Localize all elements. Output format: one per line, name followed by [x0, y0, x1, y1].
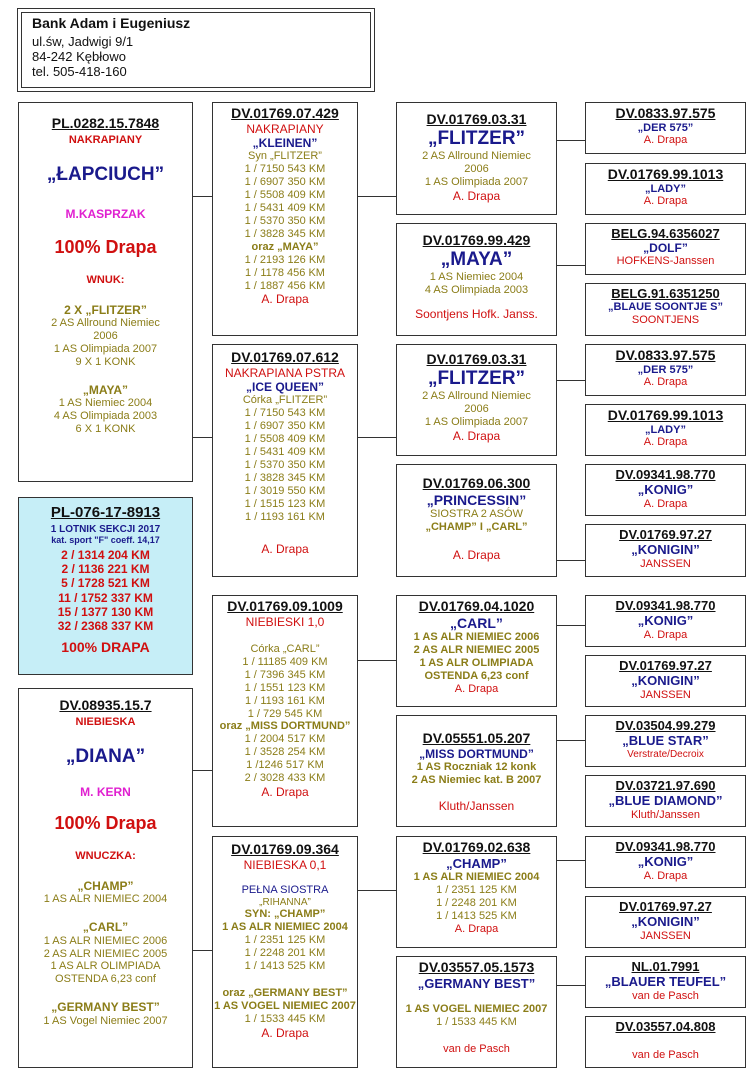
ggg-card-8 — [585, 524, 746, 577]
ggg-name: „KONIG” — [637, 613, 694, 629]
ggg-breeder: A. Drapa — [643, 869, 688, 882]
ggg-breeder: van de Pasch — [632, 989, 699, 1002]
sire-dam-result: 1 / 5370 350 KM — [244, 458, 326, 471]
connector-line — [193, 196, 212, 197]
sire-dam-daughter: Córka „FLITZER” — [242, 393, 328, 406]
ggg-card-2 — [585, 163, 746, 215]
sire-result: 1 / 5431 409 KM — [244, 201, 326, 214]
pigeon-color: NAKRAPIANY — [68, 133, 143, 146]
pigeon-name: „ŁAPCIUCH” — [46, 164, 165, 186]
ggg-breeder: HOFKENS-Janssen — [616, 255, 715, 268]
gg6-ring: DV.05551.05.207 — [422, 730, 531, 746]
dam-breeder: M. KERN — [80, 784, 131, 799]
sister-result: 15 / 1377 130 KM — [57, 604, 154, 619]
pigeon-line-3: 2006 — [93, 330, 118, 343]
ggg-ring: DV.03557.04.808 — [615, 1019, 716, 1034]
dam-dam-syn: SYN: „CHAMP” — [244, 908, 326, 921]
gg6-line-1: 1 AS Roczniak 12 konk — [416, 760, 537, 773]
connector-line — [557, 140, 585, 141]
dam-dam-color: NIEBIESKA 0,1 — [243, 857, 327, 872]
sire-result: 1 / 7150 543 KM — [244, 162, 326, 175]
connector-line — [193, 437, 212, 438]
dam-sire-result: 1 / 2004 517 KM — [244, 733, 326, 746]
ggg-card-10 — [585, 655, 746, 707]
gg2-line-1: 1 AS Niemiec 2004 — [429, 270, 524, 283]
pigeon-line-1: 2 X „FLITZER” — [64, 303, 147, 318]
ggg-breeder: JANSSEN — [640, 557, 691, 570]
dam-sire-ring: DV.01769.09.1009 — [227, 598, 343, 614]
pigeon-line-2: 2 AS Allround Niemiec — [51, 317, 160, 330]
ggg-ring: BELG.94.6356027 — [611, 226, 720, 241]
gg-card-8 — [396, 956, 557, 1068]
owner-box — [17, 8, 375, 92]
ggg-ring: DV.09341.98.770 — [615, 839, 716, 854]
ggg-breeder: A. Drapa — [643, 134, 688, 147]
gg8-breeder: van de Pasch — [443, 1042, 510, 1055]
sire-dam-result: 1 / 5508 409 KM — [244, 432, 326, 445]
ggg-name: „KONIG” — [637, 482, 694, 498]
dam-sire-result: 1 / 7396 345 KM — [244, 668, 326, 681]
gg4-line-1: SIOSTRA 2 ASÓW — [430, 508, 523, 521]
sire-ring: DV.01769.07.429 — [231, 105, 339, 121]
gg8-name: „GERMANY BEST” — [417, 975, 536, 991]
gg5-line-3: 1 AS ALR OLIMPIADA — [419, 656, 534, 669]
connector-line — [557, 560, 585, 561]
ggg-name: „BLAUE SOONTJE S” — [608, 301, 723, 314]
gg5-line-1: 1 AS ALR NIEMIEC 2006 — [413, 631, 540, 644]
dam-line-1: „CHAMP” — [77, 879, 134, 894]
dam-line-5: 2 AS ALR NIEMIEC 2005 — [43, 947, 168, 960]
sire-son-of: Syn „FLITZER” — [248, 149, 322, 162]
ggg-name: „KONIGIN” — [631, 673, 700, 689]
connector-line — [557, 985, 585, 986]
gg2-name: „MAYA” — [440, 248, 513, 270]
dam-sire-result: 1 / 1551 123 KM — [244, 681, 326, 694]
sister-result: 2 / 1136 221 KM — [61, 562, 150, 577]
connector-line — [358, 890, 396, 891]
ggg-name: „DOLF” — [643, 241, 688, 256]
owner-phone: tel. 505-418-160 — [32, 64, 127, 80]
dam-name: „DIANA” — [65, 746, 146, 768]
connector-line — [557, 860, 585, 861]
dam-dam-result: 1 / 1413 525 KM — [244, 960, 326, 973]
sire-dam-result: 1 / 5431 409 KM — [244, 445, 326, 458]
gg4-line-2: „CHAMP” I „CARL” — [425, 521, 528, 533]
dam-sire-result: 2 / 3028 433 KM — [244, 772, 326, 785]
sire-dam-result: 1 / 7150 543 KM — [244, 406, 326, 419]
gg2-breeder: Soontjens Hofk. Janss. — [415, 306, 538, 321]
sire-result: 1 / 6907 350 KM — [244, 175, 326, 188]
pigeon-line-9: 6 X 1 KONK — [75, 423, 136, 436]
ggg-ring: BELG.91.6351250 — [611, 286, 720, 301]
dam-line-2: 1 AS ALR NIEMIEC 2004 — [43, 893, 168, 906]
owner-name: Bank Adam i Eugeniusz — [32, 15, 191, 31]
gg4-ring: DV.01769.06.300 — [422, 475, 531, 491]
sister-card — [18, 497, 193, 675]
gg7-line-1: 1 AS ALR NIEMIEC 2004 — [413, 870, 540, 883]
ggg-ring: DV.01769.97.27 — [619, 658, 712, 673]
sire-result: 1 / 5370 350 KM — [244, 214, 326, 227]
gg8-line-2: 1 / 1533 445 KM — [436, 1015, 517, 1028]
gg2-line-2: 4 AS Olimpiada 2003 — [424, 283, 529, 296]
connector-line — [557, 740, 585, 741]
ggg-card-4 — [585, 283, 746, 336]
ggg-ring: DV.01769.97.27 — [619, 899, 712, 914]
ggg-ring: DV.01769.97.27 — [619, 527, 712, 542]
gg3-ring: DV.01769.03.31 — [426, 351, 527, 367]
dam-dam-sister-name: „RIHANNA” — [259, 896, 311, 908]
pigeon-line-6: „MAYA” — [82, 383, 129, 398]
gg1-name: „FLITZER” — [427, 127, 526, 149]
dam-sire-result: 1 /1246 517 KM — [246, 759, 324, 772]
ggg-ring: DV.03721.97.690 — [615, 778, 716, 793]
dam-line-3: „CARL” — [82, 920, 129, 935]
sire-card — [212, 102, 358, 336]
ggg-name: „DER 575” — [637, 363, 694, 376]
ggg-ring: DV.03504.99.279 — [615, 718, 716, 733]
connector-line — [557, 265, 585, 266]
gg4-breeder: A. Drapa — [452, 547, 501, 562]
ggg-card-3 — [585, 223, 746, 275]
owner-street: ul.św, Jadwigi 9/1 — [32, 33, 134, 49]
pigeon-ring: PL.0282.15.7848 — [51, 115, 160, 131]
gg6-line-2: 2 AS Niemiec kat. B 2007 — [411, 773, 542, 786]
dam-sire-card — [212, 595, 358, 827]
ggg-breeder: SOONTJENS — [631, 314, 700, 327]
gg3-line-2: 2006 — [464, 402, 489, 415]
ggg-card-14 — [585, 896, 746, 948]
dam-dam-breeder: A. Drapa — [261, 1026, 309, 1041]
gg-card-7 — [396, 836, 557, 948]
pigeon-line-5: 9 X 1 KONK — [75, 356, 136, 369]
ggg-ring: DV.0833.97.575 — [615, 347, 716, 363]
sire-result: 1 / 1887 456 KM — [244, 279, 326, 292]
dam-dam-also: oraz „GERMANY BEST” — [222, 987, 348, 1000]
connector-line — [358, 437, 396, 438]
ggg-breeder: Kluth/Janssen — [630, 808, 701, 821]
gg8-line-1: 1 AS VOGEL NIEMIEC 2007 — [405, 1002, 548, 1015]
ggg-name: „BLAUER TEUFEL” — [604, 974, 727, 990]
ggg-breeder: A. Drapa — [643, 195, 688, 208]
dam-dam-card — [212, 836, 358, 1068]
dam-dam-result: 1 / 2248 201 KM — [244, 947, 326, 960]
gg-card-4 — [396, 464, 557, 577]
gg-card-2 — [396, 223, 557, 336]
ggg-breeder: A. Drapa — [643, 376, 688, 389]
gg3-breeder: A. Drapa — [452, 428, 501, 443]
dam-sire-daughter: Córka „CARL” — [250, 642, 320, 655]
sister-percent: 100% DRAPA — [61, 639, 150, 656]
gg2-ring: DV.01769.99.429 — [422, 232, 531, 248]
dam-line-7: OSTENDA 6,23 conf — [55, 973, 156, 986]
pigeon-line-4: 1 AS Olimpiada 2007 — [53, 343, 158, 356]
dam-dam-ach: 1 AS ALR NIEMIEC 2004 — [222, 921, 348, 934]
sire-dam-name: „ICE QUEEN” — [245, 379, 324, 394]
ggg-name: „BLUE STAR” — [622, 733, 709, 749]
ggg-name: „KONIG” — [637, 854, 694, 870]
gg-card-5 — [396, 595, 557, 707]
ggg-card-7 — [585, 464, 746, 516]
gg6-name: „MISS DORTMUND” — [419, 746, 534, 761]
ggg-breeder: van de Pasch — [632, 1049, 699, 1062]
gg7-result: 1 / 2351 125 KM — [436, 883, 517, 896]
sire-also: oraz „MAYA” — [251, 240, 319, 253]
dam-line-8: „GERMANY BEST” — [51, 1000, 160, 1015]
connector-line — [358, 660, 396, 661]
sire-color: NAKRAPIANY — [246, 121, 324, 136]
ggg-breeder: A. Drapa — [643, 497, 688, 510]
dam-sire-result: 1 / 1193 161 KM — [245, 694, 325, 707]
sister-coeff: kat. sport "F" coeff. 14,17 — [51, 535, 160, 546]
gg6-breeder: Kluth/Janssen — [438, 798, 515, 813]
gg3-line-1: 2 AS Allround Niemiec — [422, 389, 531, 402]
main-pigeon-card — [18, 102, 193, 482]
dam-dam-sister: PEŁNA SIOSTRA — [241, 883, 329, 896]
dam-dam-ach2: 1 AS VOGEL NIEMIEC 2007 — [214, 1000, 356, 1013]
ggg-card-11 — [585, 715, 746, 767]
connector-line — [557, 380, 585, 381]
sire-result: 1 / 2193 126 KM — [244, 253, 326, 266]
gg5-name: „CARL” — [450, 614, 503, 631]
dam-percent: 100% Drapa — [54, 813, 157, 834]
sister-title: 1 LOTNIK SEKCJI 2017 — [50, 523, 161, 535]
gg7-name: „CHAMP” — [446, 855, 507, 871]
gg5-breeder: A. Drapa — [454, 682, 499, 695]
ggg-card-13 — [585, 836, 746, 888]
dam-ring: DV.08935.15.7 — [59, 697, 152, 713]
ggg-card-15 — [585, 956, 746, 1008]
dam-line-9: 1 AS Vogel Niemiec 2007 — [43, 1014, 168, 1027]
ggg-ring: NL.01.7991 — [631, 959, 700, 974]
ggg-breeder: A. Drapa — [643, 436, 688, 449]
sire-result: 1 / 5508 409 KM — [244, 188, 326, 201]
gg1-line-1: 2 AS Allround Niemiec — [422, 149, 531, 162]
connector-line — [193, 950, 212, 951]
gg3-name: „FLITZER” — [427, 367, 526, 389]
sire-dam-result: 1 / 6907 350 KM — [244, 419, 326, 432]
dam-sire-result: 1 / 11185 409 KM — [242, 655, 328, 668]
sire-breeder: A. Drapa — [261, 292, 309, 307]
sister-ring: PL-076-17-8913 — [50, 504, 161, 521]
ggg-breeder: JANSSEN — [640, 929, 691, 942]
sister-result: 5 / 1728 521 KM — [61, 576, 150, 591]
dam-line-4: 1 AS ALR NIEMIEC 2006 — [43, 934, 168, 947]
gg7-ring: DV.01769.02.638 — [422, 839, 531, 855]
gg7-result: 1 / 2248 201 KM — [436, 896, 517, 909]
ggg-ring: DV.09341.98.770 — [615, 598, 716, 613]
ggg-breeder: JANSSEN — [640, 688, 691, 701]
ggg-card-5 — [585, 344, 746, 396]
pigeon-percent: 100% Drapa — [54, 237, 157, 258]
gg3-line-3: 1 AS Olimpiada 2007 — [424, 415, 529, 428]
dam-sire-also: oraz „MISS DORTMUND” — [219, 720, 351, 733]
ggg-card-16 — [585, 1016, 746, 1068]
sire-result: 1 / 3828 345 KM — [244, 227, 326, 240]
gg1-breeder: A. Drapa — [452, 188, 501, 203]
ggg-name: „DER 575” — [637, 121, 694, 134]
ggg-name: „LADY” — [645, 423, 686, 436]
connector-line — [193, 770, 212, 771]
pigeon-line-8: 4 AS Olimpiada 2003 — [53, 410, 158, 423]
connector-line — [358, 196, 396, 197]
ggg-name: „KONIGIN” — [631, 542, 700, 558]
sire-dam-breeder: A. Drapa — [261, 541, 309, 556]
ggg-card-6 — [585, 404, 746, 456]
dam-dam-result: 1 / 2351 125 KM — [244, 934, 326, 947]
sire-dam-ring: DV.01769.07.612 — [231, 349, 339, 365]
ggg-name: „LADY” — [645, 182, 686, 195]
gg4-name: „PRINCESSIN” — [426, 491, 527, 508]
gg5-line-4: OSTENDA 6,23 conf — [424, 669, 529, 682]
ggg-ring: DV.01769.99.1013 — [607, 166, 724, 182]
sire-dam-card — [212, 344, 358, 577]
sister-result: 2 / 1314 204 KM — [61, 548, 150, 563]
sire-dam-result: 1 / 3019 550 KM — [244, 484, 326, 497]
connector-line — [557, 625, 585, 626]
gg5-line-2: 2 AS ALR NIEMIEC 2005 — [413, 644, 540, 656]
dam-sire-color: NIEBIESKI 1,0 — [245, 614, 325, 629]
sire-dam-result: 1 / 1193 161 KM — [245, 510, 325, 523]
dam-color: NIEBIESKA — [75, 715, 136, 728]
sister-result: 32 / 2368 337 KM — [57, 618, 154, 633]
dam-dam-result: 1 / 1533 445 KM — [244, 1013, 326, 1026]
ggg-card-9 — [585, 595, 746, 647]
gg7-result: 1 / 1413 525 KM — [436, 909, 517, 922]
ggg-name: „KONIGIN” — [631, 914, 700, 930]
dam-line-6: 1 AS ALR OLIMPIADA — [50, 960, 161, 973]
pigeon-relation: WNUK: — [86, 274, 125, 287]
gg1-ring: DV.01769.03.31 — [426, 111, 527, 127]
ggg-ring: DV.01769.99.1013 — [607, 407, 724, 423]
dam-sire-breeder: A. Drapa — [261, 785, 309, 800]
gg-card-3 — [396, 344, 557, 456]
gg-card-6 — [396, 715, 557, 827]
gg7-breeder: A. Drapa — [454, 922, 499, 935]
gg8-ring: DV.03557.05.1573 — [418, 959, 535, 975]
pigeon-line-7: 1 AS Niemiec 2004 — [58, 397, 153, 410]
dam-relation: WNUCZKA: — [75, 850, 136, 863]
ggg-card-12 — [585, 775, 746, 827]
dam-card — [18, 688, 193, 1068]
sire-dam-color: NAKRAPIANA PSTRA — [224, 365, 346, 380]
pigeon-breeder: M.KASPRZAK — [65, 206, 146, 221]
dam-dam-ring: DV.01769.09.364 — [231, 841, 339, 857]
ggg-ring: DV.09341.98.770 — [615, 467, 716, 482]
ggg-name: „BLUE DIAMOND” — [608, 793, 723, 809]
gg1-line-2: 2006 — [464, 162, 489, 175]
sire-name: „KLEINEN” — [252, 135, 318, 150]
gg5-ring: DV.01769.04.1020 — [418, 598, 535, 614]
ggg-name — [586, 1034, 745, 1049]
sire-result: 1 / 1178 456 KM — [245, 266, 325, 279]
sister-result: 11 / 1752 337 KM — [58, 590, 153, 605]
ggg-breeder: A. Drapa — [643, 628, 688, 641]
ggg-card-1 — [585, 102, 746, 154]
dam-sire-result: 1 / 3528 254 KM — [244, 746, 326, 759]
dam-sire-result: 1 / 729 545 KM — [247, 707, 323, 720]
owner-city: 84-242 Kębłowo — [32, 48, 126, 64]
gg1-line-3: 1 AS Olimpiada 2007 — [424, 175, 529, 188]
ggg-ring: DV.0833.97.575 — [615, 105, 716, 121]
gg-card-1 — [396, 102, 557, 215]
sire-dam-result: 1 / 1515 123 KM — [244, 497, 326, 510]
sire-dam-result: 1 / 3828 345 KM — [244, 471, 326, 484]
ggg-breeder: Verstrate/Decroix — [627, 748, 704, 760]
